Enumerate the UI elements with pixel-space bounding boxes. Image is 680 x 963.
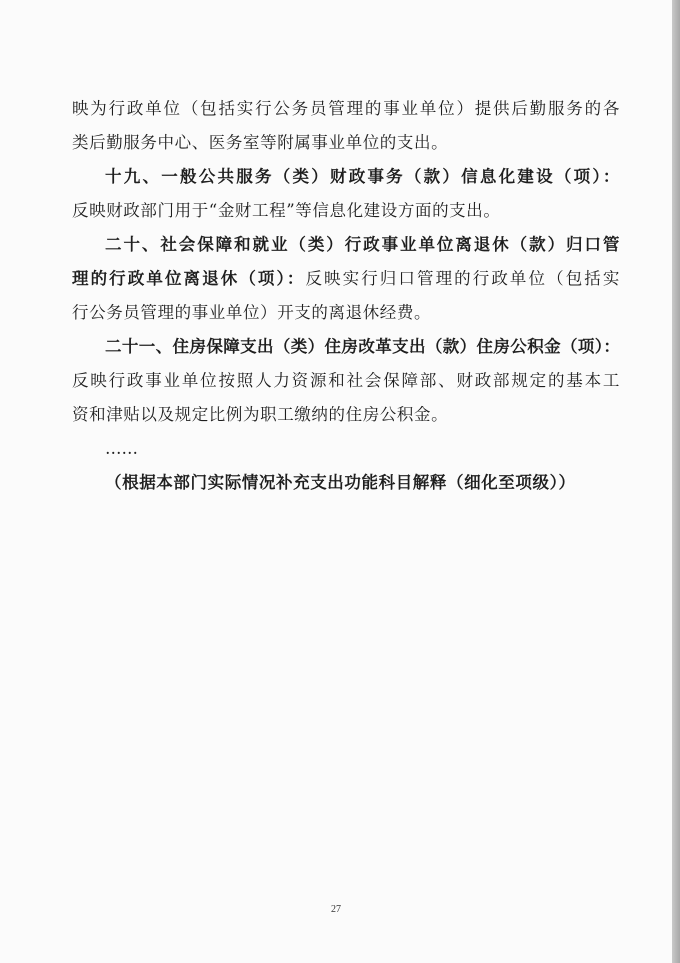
page-edge-shadow [672, 0, 680, 963]
item-description: 反映实行归口管理的行政单位（包括实 [305, 269, 620, 288]
item-heading-continued: 理的行政单位离退休（项）： [72, 269, 306, 288]
body-text [72, 92, 620, 500]
text-line: 反映财政部门用于“金财工程”等信息化建设方面的支出。 [72, 201, 501, 220]
text-line: 反映行政事业单位按照人力资源和社会保障部、财政部规定的基本工 [72, 371, 620, 390]
paragraph-retirement [72, 228, 620, 330]
item-heading: 二十、社会保障和就业（类）行政事业单位离退休（款）归口管 [105, 235, 620, 254]
page-number: 27 [331, 904, 341, 915]
text-line: 映为行政单位（包括实行公务员管理的事业单位）提供后勤服务的各 [72, 99, 620, 118]
ellipsis: …… [105, 439, 138, 458]
text-line: 行公务员管理的事业单位）开支的离退休经费。 [72, 303, 432, 322]
item-heading: 二十一、住房保障支出（类）住房改革支出（款）住房公积金（项）： [105, 337, 620, 356]
text-line: 资和津贴以及规定比例为职工缴纳的住房公积金。 [72, 405, 449, 424]
text-line [72, 262, 620, 296]
paragraph-informatization [72, 160, 620, 228]
item-heading: 十九、一般公共服务（类）财政事务（款）信息化建设（项）： [105, 167, 620, 186]
supplement-note: （根据本部门实际情况补充支出功能科目解释（细化至项级）） [105, 473, 576, 492]
paragraph-logistics [72, 92, 620, 160]
text-line: 类后勤服务中心、医务室等附属事业单位的支出。 [72, 133, 449, 152]
paragraph-housing-fund [72, 330, 620, 432]
